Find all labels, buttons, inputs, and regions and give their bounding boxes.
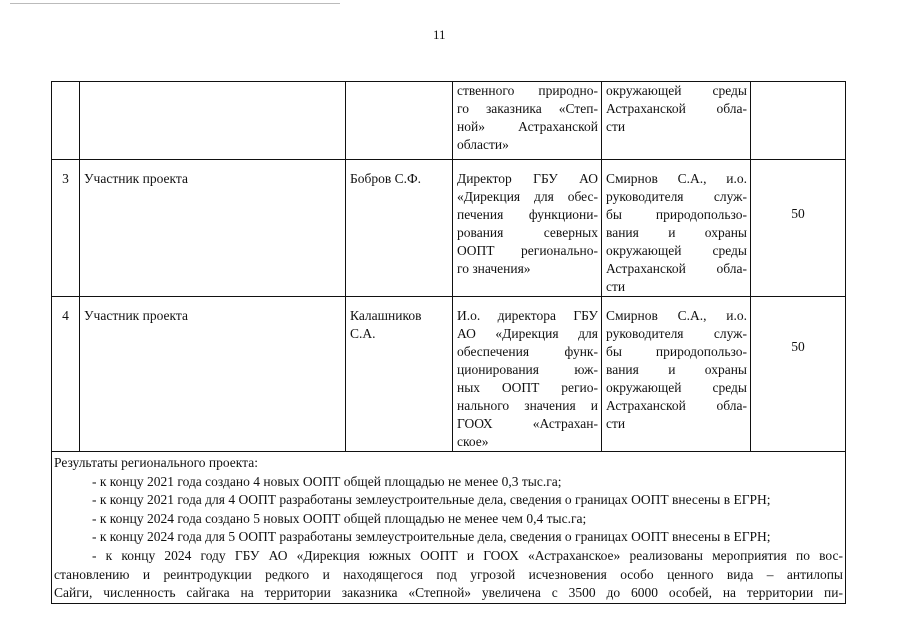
position-line: го значения» [457, 261, 531, 276]
position-line: ГООХ «Астрахан- [457, 416, 598, 431]
position-line: ной» Астраханской [457, 119, 598, 134]
supervisor-line: руководителя служ- [606, 189, 747, 204]
supervisor-line: сти [606, 279, 626, 294]
position-line: И.о. директора ГБУ [457, 308, 598, 323]
supervisor-line: окружающей среды [606, 380, 747, 395]
position-line: области» [457, 137, 509, 152]
supervisor-cell [602, 160, 751, 297]
position-line: обеспечения функ- [457, 344, 598, 359]
result-item: - к концу 2021 года для 4 ООПТ разработаны землеустроительные дела, сведения о границах ООПТ внесены в ЕГРН; [92, 492, 771, 508]
row-number-cell [52, 82, 80, 160]
results-heading: Результаты регионального проекта: [54, 455, 258, 470]
supervisor-line: Астраханской обла- [606, 261, 747, 276]
table-row [52, 297, 846, 452]
participant-name-cell: Калашников С.А. [346, 297, 453, 452]
table-row [52, 82, 846, 160]
workload-value: 50 [791, 206, 805, 221]
supervisor-line: окружающей среды [606, 83, 747, 98]
supervisor-line: вания и охраны [606, 362, 747, 377]
result-item: - к концу 2024 года создано 5 новых ООПТ общей площадью не менее чем 0,4 тыс.га; [92, 510, 587, 526]
result-item-continuation: Сайги, численность сайгака на территории заказника «Степной» увеличена с 3500 до 6000 особей, на территории пи- [54, 585, 843, 601]
role-cell: Участник проекта [80, 160, 346, 297]
role-cell [80, 82, 346, 160]
supervisor-line: сти [606, 119, 626, 134]
position-line: АО «Дирекция для [457, 326, 598, 341]
supervisor-line: Астраханской обла- [606, 398, 747, 413]
participant-name-cell: Бобров С.Ф. [346, 160, 453, 297]
supervisor-line: вания и охраны [606, 225, 747, 240]
position-line: Директор ГБУ АО [457, 171, 598, 186]
position-line: рования северных [457, 225, 598, 240]
position-line: «Дирекция для обес- [457, 189, 598, 204]
table-row [52, 160, 846, 297]
result-item: - к концу 2021 года создано 4 новых ООПТ общей площадью не менее 0,3 тыс.га; [92, 473, 562, 489]
position-cell [453, 82, 602, 160]
supervisor-line: руководителя служ- [606, 326, 747, 341]
role-cell: Участник проекта [80, 297, 346, 452]
position-line: ных ООПТ регио- [457, 380, 598, 395]
supervisor-line: сти [606, 416, 626, 431]
row-number-cell: 4 [52, 297, 80, 452]
supervisor-line: бы природопользо- [606, 344, 747, 359]
supervisor-line: бы природопользо- [606, 207, 747, 222]
supervisor-line: Астраханской обла- [606, 101, 747, 116]
workload-value-cell [751, 160, 846, 297]
supervisor-line: Смирнов С.А., и.о. [606, 171, 747, 186]
position-line: ское» [457, 434, 489, 449]
participant-name-cell [346, 82, 453, 160]
workload-value-cell [751, 297, 846, 452]
position-line: нального значения и [457, 398, 598, 413]
row-number-cell: 3 [52, 160, 80, 297]
position-line: ционирования юж- [457, 362, 598, 377]
supervisor-line: Смирнов С.А., и.о. [606, 308, 747, 323]
workload-value-cell [751, 82, 846, 160]
supervisor-cell [602, 297, 751, 452]
result-item: - к концу 2024 году ГБУ АО «Дирекция южных ООПТ и ГООХ «Астраханское» реализованы мероприятия по вос- [92, 547, 843, 563]
position-line: го заказника «Степ- [457, 101, 598, 116]
position-line: ственного природно- [457, 83, 598, 98]
position-cell [453, 297, 602, 452]
result-item-continuation: становлению и реинтродукции редкого и находящегося под угрозой исчезновения особо ценного вида – антилопы [54, 566, 843, 582]
page-number: 11 [433, 27, 446, 42]
result-item: - к концу 2024 года для 5 ООПТ разработаны землеустроительные дела, сведения о границах ООПТ внесены в ЕГРН; [92, 529, 771, 545]
position-cell [453, 160, 602, 297]
top-rule [10, 3, 340, 4]
supervisor-cell [602, 82, 751, 160]
workload-value: 50 [791, 339, 805, 354]
position-line: ООПТ регионально- [457, 243, 598, 258]
supervisor-line: окружающей среды [606, 243, 747, 258]
position-line: печения функциони- [457, 207, 598, 222]
project-results-cell [52, 452, 846, 604]
project-participants-table [51, 81, 846, 604]
